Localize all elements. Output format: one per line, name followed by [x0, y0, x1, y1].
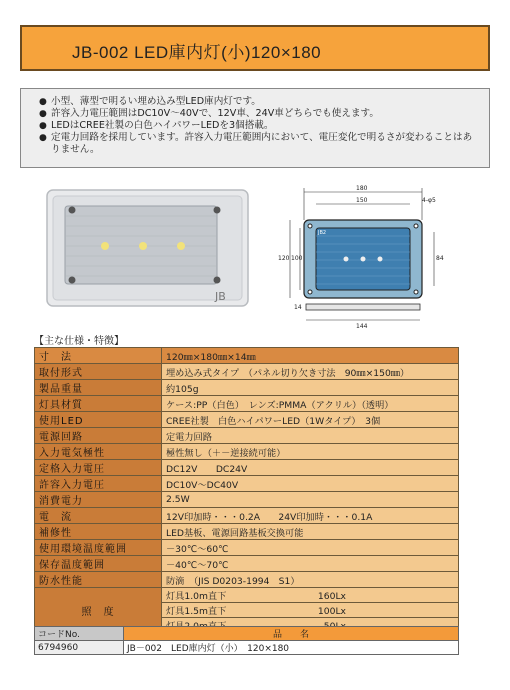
spec-row	[35, 444, 459, 460]
spec-row	[35, 428, 459, 444]
illuminance-lux: 160Lx	[317, 591, 346, 602]
spec-value: 定電力回路	[162, 428, 459, 444]
spec-value: CREE社製 白色ハイパワーLED（1Wタイプ） 3個	[162, 412, 459, 428]
spec-row	[35, 380, 459, 396]
spec-row	[35, 540, 459, 556]
feature-item: ● 定電力回路を採用しています。許容入力電圧範囲内において、電圧変化で明るさが変わることはありません。	[39, 132, 479, 156]
spec-value: LED基板、電源回路基板交換可能	[162, 524, 459, 540]
feature-item: ● LEDはCREE社製の白色ハイパワーLEDを3個搭載。	[39, 120, 479, 132]
spec-key: 消費電力	[35, 492, 162, 508]
drawing-label: JB2	[318, 230, 327, 236]
dim-label: 14	[294, 304, 302, 311]
dim-label: 84	[436, 255, 444, 262]
dim-label: 100	[291, 255, 303, 262]
dim-label: 180	[356, 185, 368, 192]
dim-label: 4-φ5	[422, 197, 436, 204]
spec-value: DC12V DC24V	[162, 460, 459, 476]
spec-key: 許容入力電圧	[35, 476, 162, 492]
spec-key: 定格入力電圧	[35, 460, 162, 476]
illuminance-value	[162, 603, 459, 618]
feature-text: 定電力回路を採用しています。許容入力電圧範囲内において、電圧変化で明るさが変わることはありません。	[51, 132, 473, 155]
product-code-table	[34, 626, 459, 655]
illuminance-key: 照 度	[35, 588, 162, 633]
spec-value: ケース:PP（白色） レンズ:PMMA（アクリル）（透明）	[162, 396, 459, 412]
spec-row	[35, 508, 459, 524]
illuminance-label: 灯具1.5m直下	[166, 606, 227, 617]
spec-row	[35, 492, 459, 508]
name-header: 品 名	[124, 627, 459, 641]
feature-text: 許容入力電圧範囲はDC10V～40Vで、12V車、24V車どちらでも使えます。	[51, 108, 379, 119]
page-title: JB-002 LED庫内灯(小)120×180	[72, 43, 322, 62]
spec-heading: 【主な仕様・特徴】	[34, 336, 124, 347]
spec-value: 埋め込み式タイプ （パネル切り欠き寸法 90㎜×150㎜）	[162, 364, 459, 380]
feature-item: ● 小型、薄型で明るい埋め込み型LED庫内灯です。	[39, 96, 479, 108]
spec-table	[34, 347, 459, 633]
spec-row	[35, 364, 459, 380]
spec-value: 防滴 （JIS D0203-1994 S1）	[162, 572, 459, 588]
photo-label: JB	[215, 290, 226, 303]
spec-row	[35, 460, 459, 476]
spec-value: 極性無し（＋－逆接続可能）	[162, 444, 459, 460]
spec-value: 120㎜×180㎜×14㎜	[162, 348, 459, 364]
spec-key: 入力電気極性	[35, 444, 162, 460]
spec-key: 寸 法	[35, 348, 162, 364]
spec-key: 製品重量	[35, 380, 162, 396]
feature-text: 小型、薄型で明るい埋め込み型LED庫内灯です。	[51, 96, 261, 107]
spec-row	[35, 476, 459, 492]
illuminance-row	[35, 588, 459, 603]
spec-row	[35, 348, 459, 364]
title-banner	[20, 25, 490, 71]
product-photo	[45, 188, 250, 308]
spec-row	[35, 524, 459, 540]
dimension-drawing	[276, 180, 446, 330]
spec-value: －40℃～70℃	[162, 556, 459, 572]
spec-key: 使用LED	[35, 412, 162, 428]
code-header: コードNo.	[35, 627, 124, 641]
spec-key: 保存温度範囲	[35, 556, 162, 572]
spec-row	[35, 556, 459, 572]
spec-row	[35, 396, 459, 412]
spec-key: 取付形式	[35, 364, 162, 380]
product-code: 6794960	[35, 641, 124, 655]
spec-key: 使用環境温度範囲	[35, 540, 162, 556]
dim-label: 150	[356, 197, 368, 204]
spec-value: 12V印加時・・・0.2A 24V印加時・・・0.1A	[162, 508, 459, 524]
spec-value: DC10V～DC40V	[162, 476, 459, 492]
illuminance-lux: 100Lx	[317, 606, 346, 617]
spec-row	[35, 412, 459, 428]
spec-value: 約105g	[162, 380, 459, 396]
spec-value: 2.5W	[162, 492, 459, 508]
product-name: JB－002 LED庫内灯（小） 120×180	[124, 641, 459, 655]
spec-key: 補修性	[35, 524, 162, 540]
spec-value: －30℃～60℃	[162, 540, 459, 556]
spec-key: 灯具材質	[35, 396, 162, 412]
dim-label: 144	[356, 323, 368, 330]
feature-item: ● 許容入力電圧範囲はDC10V～40Vで、12V車、24V車どちらでも使えます。	[39, 108, 479, 120]
spec-key: 電 流	[35, 508, 162, 524]
spec-key: 防水性能	[35, 572, 162, 588]
spec-row	[35, 572, 459, 588]
feature-text: LEDはCREE社製の白色ハイパワーLEDを3個搭載。	[51, 120, 274, 131]
illuminance-label: 灯具1.0m直下	[166, 591, 227, 602]
feature-list	[20, 88, 490, 168]
illuminance-value	[162, 588, 459, 603]
spec-key: 電源回路	[35, 428, 162, 444]
dim-label: 120	[278, 255, 290, 262]
